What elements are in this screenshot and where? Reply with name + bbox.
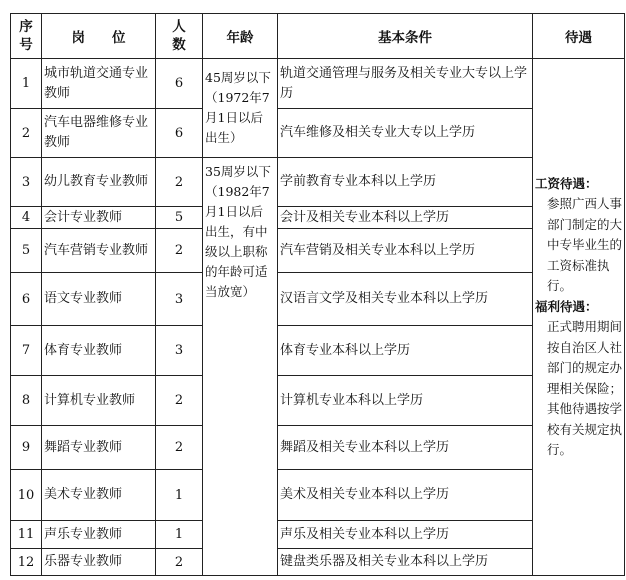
- table-row: [11, 229, 625, 273]
- table-row: [11, 470, 625, 521]
- row-count: 1: [156, 470, 203, 521]
- row-position: 体育专业教师: [42, 326, 156, 376]
- header-count: [156, 14, 203, 59]
- header-count-line2: 数: [172, 37, 186, 53]
- row-index: 4: [11, 207, 42, 229]
- age-requirement-45: 45周岁以下（1972年7月1日以后出生）: [203, 59, 278, 158]
- row-index: 1: [11, 59, 42, 109]
- row-index: 3: [11, 158, 42, 207]
- header-conditions: 基本条件: [278, 14, 533, 59]
- row-index: 8: [11, 376, 42, 426]
- table-row: [11, 273, 625, 326]
- header-treatment: 待遇: [533, 14, 625, 59]
- header-index-line1: 序: [19, 19, 33, 35]
- row-conditions: 学前教育专业本科以上学历: [278, 158, 533, 207]
- table-row: [11, 326, 625, 376]
- row-position: 乐器专业教师: [42, 549, 156, 576]
- row-position: 汽车营销专业教师: [42, 229, 156, 273]
- row-position: 会计专业教师: [42, 207, 156, 229]
- row-index: 10: [11, 470, 42, 521]
- row-count: 2: [156, 549, 203, 576]
- row-index: 11: [11, 521, 42, 549]
- row-position: 语文专业教师: [42, 273, 156, 326]
- row-position: 计算机专业教师: [42, 376, 156, 426]
- row-count: 3: [156, 326, 203, 376]
- age-requirement-35: 35周岁以下（1982年7月1日以后出生，有中级以上职称的年龄可适当放宽）: [203, 158, 278, 576]
- row-count: 6: [156, 59, 203, 109]
- row-count: 2: [156, 229, 203, 273]
- row-position: 舞蹈专业教师: [42, 426, 156, 470]
- row-position: 声乐专业教师: [42, 521, 156, 549]
- row-conditions: 键盘类乐器及相关专业本科以上学历: [278, 549, 533, 576]
- header-index-line2: 号: [19, 37, 33, 53]
- row-conditions: 汽车营销及相关专业本科以上学历: [278, 229, 533, 273]
- row-conditions: 会计及相关专业本科以上学历: [278, 207, 533, 229]
- row-index: 9: [11, 426, 42, 470]
- salary-title: 工资待遇：: [535, 175, 598, 191]
- table-row: [11, 376, 625, 426]
- row-index: 12: [11, 549, 42, 576]
- row-count: 2: [156, 376, 203, 426]
- row-index: 6: [11, 273, 42, 326]
- row-index: 5: [11, 229, 42, 273]
- table-row: [11, 549, 625, 576]
- salary-body: 参照广西人事部门制定的大中专毕业生的工资标准执行。: [547, 196, 623, 293]
- row-conditions: 汉语言文学及相关专业本科以上学历: [278, 273, 533, 326]
- row-conditions: 轨道交通管理与服务及相关专业大专以上学历: [278, 59, 533, 109]
- table-row: [11, 59, 625, 109]
- row-conditions: 计算机专业本科以上学历: [278, 376, 533, 426]
- welfare-body: 正式聘用期间按自治区人社部门的规定办理相关保险；其他待遇按学校有关规定执行。: [547, 319, 623, 457]
- table-row: [11, 109, 625, 158]
- header-age: 年龄: [203, 14, 278, 59]
- header-row: [11, 14, 625, 59]
- table-row: [11, 521, 625, 549]
- row-conditions: 体育专业本科以上学历: [278, 326, 533, 376]
- row-count: 2: [156, 158, 203, 207]
- header-count-line1: 人: [172, 19, 186, 35]
- row-conditions: 舞蹈及相关专业本科以上学历: [278, 426, 533, 470]
- header-position: 岗 位: [42, 14, 156, 59]
- header-index: [11, 14, 42, 59]
- treatment-cell: [533, 59, 625, 576]
- table-row: [11, 207, 625, 229]
- table-row: [11, 158, 625, 207]
- row-position: 美术专业教师: [42, 470, 156, 521]
- row-position: 幼儿教育专业教师: [42, 158, 156, 207]
- welfare-title: 福利待遇：: [535, 298, 598, 314]
- row-index: 2: [11, 109, 42, 158]
- row-count: 5: [156, 207, 203, 229]
- row-conditions: 汽车维修及相关专业大专以上学历: [278, 109, 533, 158]
- recruitment-table: [10, 13, 625, 576]
- row-position: 城市轨道交通专业教师: [42, 59, 156, 109]
- row-count: 3: [156, 273, 203, 326]
- row-index: 7: [11, 326, 42, 376]
- row-count: 6: [156, 109, 203, 158]
- row-count: 2: [156, 426, 203, 470]
- row-count: 1: [156, 521, 203, 549]
- row-conditions: 声乐及相关专业本科以上学历: [278, 521, 533, 549]
- table-row: [11, 426, 625, 470]
- row-position: 汽车电器维修专业教师: [42, 109, 156, 158]
- row-conditions: 美术及相关专业本科以上学历: [278, 470, 533, 521]
